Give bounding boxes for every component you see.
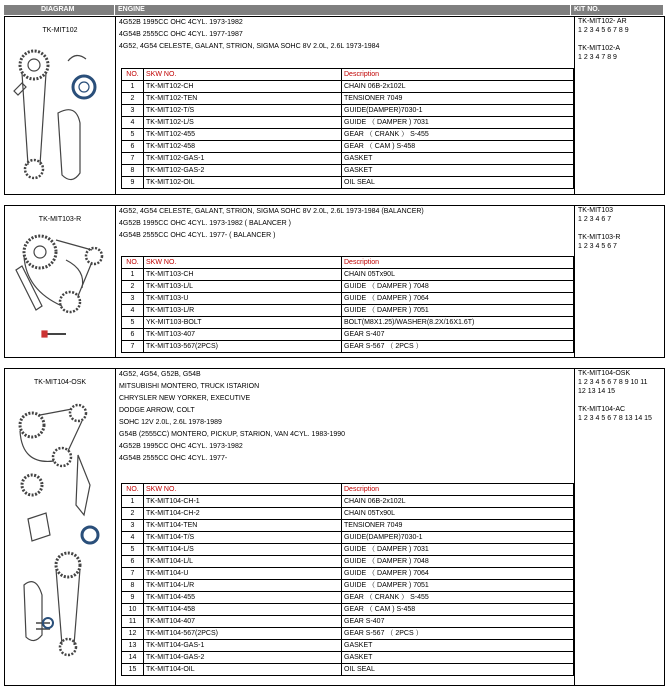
kit-block-3 xyxy=(4,368,665,686)
row-skw-no: TK-MIT104-OIL xyxy=(144,664,342,676)
col-description: Description xyxy=(342,257,574,269)
row-description: GUIDE （ DAMPER ) 7048 xyxy=(342,281,574,293)
table-row xyxy=(122,329,574,341)
engine-line: 4G54B 2555CC OHC 4CYL. 1977-1987 xyxy=(119,31,243,38)
table-row xyxy=(122,305,574,317)
col-skw-no: SKW NO. xyxy=(144,69,342,81)
row-description: GUIDE(DAMPER)7030-1 xyxy=(342,105,574,117)
row-description: GEAR S-567 （ 2PCS ） xyxy=(342,341,574,353)
header-diagram xyxy=(4,5,114,15)
row-skw-no: TK-MIT104-L/S xyxy=(144,544,342,556)
row-description: CHAIN 05Tx90L xyxy=(342,508,574,520)
diagram-cell-2 xyxy=(5,206,116,357)
table-row xyxy=(122,640,574,652)
row-description: GEAR （ CRANK ） S-455 xyxy=(342,129,574,141)
row-no: 1 xyxy=(122,81,144,93)
row-no: 5 xyxy=(122,317,144,329)
row-description: GUIDE （ DAMPER ) 7064 xyxy=(342,293,574,305)
row-skw-no: TK-MIT104-GAS-1 xyxy=(144,640,342,652)
table-row xyxy=(122,141,574,153)
table-row xyxy=(122,177,574,189)
row-skw-no: TK-MIT104-U xyxy=(144,568,342,580)
row-description: GEAR （ CRANK ） S-455 xyxy=(342,592,574,604)
table-row xyxy=(122,81,574,93)
row-no: 11 xyxy=(122,616,144,628)
row-no: 3 xyxy=(122,105,144,117)
engine-line: G54B (2555CC) MONTERO, PICKUP, STARION, VAN 4CYL. 1983-1990 xyxy=(119,431,346,438)
table-row xyxy=(122,117,574,129)
engine-line: 4G54B 2555CC OHC 4CYL. 1977- xyxy=(119,455,228,462)
row-no: 6 xyxy=(122,556,144,568)
table-row xyxy=(122,93,574,105)
table-row xyxy=(122,616,574,628)
row-no: 4 xyxy=(122,532,144,544)
table-row xyxy=(122,508,574,520)
table-row xyxy=(122,105,574,117)
row-skw-no: TK-MIT103-L/R xyxy=(144,305,342,317)
col-description: Description xyxy=(342,69,574,81)
kit-line xyxy=(576,396,664,405)
row-skw-no: TK-MIT102-CH xyxy=(144,81,342,93)
engine-line: CHRYSLER NEW YORKER, EXECUTIVE xyxy=(119,395,251,402)
table-row xyxy=(122,520,574,532)
row-description: OIL SEAL xyxy=(342,177,574,189)
table-row xyxy=(122,544,574,556)
col-no: NO. xyxy=(122,69,144,81)
row-no: 14 xyxy=(122,652,144,664)
parts-header-row xyxy=(122,257,574,269)
row-skw-no: TK-MIT102-OIL xyxy=(144,177,342,189)
row-skw-no: TK-MIT104-L/L xyxy=(144,556,342,568)
table-row xyxy=(122,568,574,580)
col-skw-no: SKW NO. xyxy=(144,484,342,496)
kit-line: 1 2 3 4 5 6 7 8 9 xyxy=(578,27,629,34)
parts-table-1 xyxy=(121,68,574,189)
kit-no-cell-2 xyxy=(576,206,664,357)
diagram-image-3 xyxy=(6,395,114,675)
engine-line: 4G52B 1995CC OHC 4CYL. 1973-1982 ( BALANCER ) xyxy=(119,220,291,227)
row-skw-no: TK-MIT104-L/R xyxy=(144,580,342,592)
row-no: 1 xyxy=(122,269,144,281)
table-row xyxy=(122,664,574,676)
header-kit-no xyxy=(571,5,663,15)
engine-info-1 xyxy=(116,17,575,194)
row-skw-no: TK-MIT102-455 xyxy=(144,129,342,141)
row-no: 2 xyxy=(122,93,144,105)
kit-line: 1 2 3 4 6 7 xyxy=(578,216,612,223)
kit-line: TK-MIT104-OSK xyxy=(578,370,631,377)
kit-line: TK-MIT104-AC xyxy=(578,406,626,413)
row-skw-no: TK-MIT102-GAS-2 xyxy=(144,165,342,177)
col-no: NO. xyxy=(122,257,144,269)
row-skw-no: TK-MIT104-CH-2 xyxy=(144,508,342,520)
engine-line: 4G52B 1995CC OHC 4CYL. 1973-1982 xyxy=(119,19,243,26)
row-skw-no: TK-MIT103-U xyxy=(144,293,342,305)
row-skw-no: TK-MIT104-CH-1 xyxy=(144,496,342,508)
kit-line: TK-MIT102- AR xyxy=(578,18,627,25)
kit-id-1: TK-MIT102 xyxy=(42,27,78,34)
kit-line: 12 13 14 15 xyxy=(578,388,615,395)
row-skw-no: TK-MIT104-T/S xyxy=(144,532,342,544)
kit-line: 1 2 3 4 5 6 7 8 9 10 11 xyxy=(578,379,648,386)
row-no: 4 xyxy=(122,117,144,129)
table-row xyxy=(122,269,574,281)
table-row xyxy=(122,580,574,592)
row-no: 7 xyxy=(122,153,144,165)
row-no: 10 xyxy=(122,604,144,616)
engine-line: SOHC 12V 2.0L, 2.6L 1978-1989 xyxy=(119,419,222,426)
kit-line: TK-MIT103-R xyxy=(578,234,621,241)
header-kit-no-label: KIT NO. xyxy=(574,6,600,13)
row-no: 7 xyxy=(122,341,144,353)
table-row xyxy=(122,129,574,141)
row-no: 8 xyxy=(122,165,144,177)
engine-line: MITSUBISHI MONTERO, TRUCK ISTARION xyxy=(119,383,260,390)
kit-no-cell-1 xyxy=(576,17,664,194)
kit-no-cell-3 xyxy=(576,369,664,685)
row-skw-no: TK-MIT103-407 xyxy=(144,329,342,341)
engine-info-3 xyxy=(116,369,575,685)
parts-header-row xyxy=(122,69,574,81)
row-description: GUIDE （ DAMPER ) 7051 xyxy=(342,580,574,592)
kit-block-1 xyxy=(4,16,665,195)
row-skw-no: TK-MIT103-567(2PCS) xyxy=(144,341,342,353)
table-row xyxy=(122,652,574,664)
diagram-image-1 xyxy=(6,43,114,193)
parts-header-row xyxy=(122,484,574,496)
engine-line: 4G52, 4G54 CELESTE, GALANT, STRION, SIGMA SOHC 8V 2.0L, 2.6L 1973-1984 (BALANCER) xyxy=(119,208,424,215)
row-skw-no: TK-MIT103-CH xyxy=(144,269,342,281)
row-description: CHAIN 05Tx90L xyxy=(342,269,574,281)
kit-line: 1 2 3 4 5 6 7 8 13 14 15 xyxy=(578,415,652,422)
table-row xyxy=(122,317,574,329)
row-description: GASKET xyxy=(342,652,574,664)
row-no: 9 xyxy=(122,592,144,604)
row-description: GASKET xyxy=(342,640,574,652)
header-engine-label: ENGINE xyxy=(118,6,145,13)
row-description: BOLT(M8X1.25)/WASHER(8.2X/16X1.6T) xyxy=(342,317,574,329)
parts-table-2 xyxy=(121,256,574,353)
engine-line: 4G52B 1995CC OHC 4CYL. 1973-1982 xyxy=(119,443,243,450)
col-no: NO. xyxy=(122,484,144,496)
row-no: 8 xyxy=(122,580,144,592)
col-description: Description xyxy=(342,484,574,496)
row-no: 13 xyxy=(122,640,144,652)
engine-info-2 xyxy=(116,206,575,357)
kit-id-3: TK-MIT104-OSK xyxy=(33,379,87,386)
row-description: GASKET xyxy=(342,153,574,165)
row-skw-no: TK-MIT103-L/L xyxy=(144,281,342,293)
table-row xyxy=(122,628,574,640)
engine-line: 4G52, 4G54, G52B, G54B xyxy=(119,371,201,378)
table-row xyxy=(122,281,574,293)
row-skw-no: TK-MIT104-407 xyxy=(144,616,342,628)
row-no: 5 xyxy=(122,129,144,141)
header-engine xyxy=(115,5,570,15)
row-no: 2 xyxy=(122,281,144,293)
kit-line: TK-MIT103 xyxy=(578,207,614,214)
row-no: 1 xyxy=(122,496,144,508)
table-row xyxy=(122,496,574,508)
row-description: GUIDE （ DAMPER ) 7031 xyxy=(342,117,574,129)
row-no: 2 xyxy=(122,508,144,520)
table-row xyxy=(122,532,574,544)
row-no: 4 xyxy=(122,305,144,317)
row-description: TENSIONER 7049 xyxy=(342,520,574,532)
row-no: 12 xyxy=(122,628,144,640)
row-no: 5 xyxy=(122,544,144,556)
row-description: GEAR （ CAM ) S-458 xyxy=(342,141,574,153)
table-row xyxy=(122,153,574,165)
row-skw-no: TK-MIT102-T/S xyxy=(144,105,342,117)
kit-line: TK-MIT102-A xyxy=(578,45,621,52)
row-description: GASKET xyxy=(342,165,574,177)
row-skw-no: TK-MIT104-567(2PCS) xyxy=(144,628,342,640)
engine-line: 4G52, 4G54 CELESTE, GALANT, STRION, SIGMA SOHC 8V 2.0L, 2.6L 1973-1984 xyxy=(119,43,380,50)
table-row xyxy=(122,604,574,616)
row-description: GEAR S-407 xyxy=(342,616,574,628)
engine-line: DODGE ARROW, COLT xyxy=(119,407,195,414)
col-skw-no: SKW NO. xyxy=(144,257,342,269)
kit-id-2: TK-MIT103-R xyxy=(38,216,82,223)
kit-line xyxy=(576,35,664,44)
row-skw-no: TK-MIT102-L/S xyxy=(144,117,342,129)
row-description: GEAR （ CAM ) S-458 xyxy=(342,604,574,616)
table-row xyxy=(122,293,574,305)
engine-line: 4G54B 2555CC OHC 4CYL. 1977- ( BALANCER ) xyxy=(119,232,276,239)
diagram-cell-1 xyxy=(5,17,116,194)
row-no: 3 xyxy=(122,520,144,532)
kit-line: 1 2 3 4 5 6 7 xyxy=(578,243,617,250)
table-row xyxy=(122,165,574,177)
row-description: GEAR S-567 （ 2PCS ） xyxy=(342,628,574,640)
row-description: GUIDE （ DAMPER ) 7031 xyxy=(342,544,574,556)
kit-line xyxy=(576,224,664,233)
row-description: CHAIN 06B-2x102L xyxy=(342,496,574,508)
parts-table-3 xyxy=(121,483,574,676)
row-skw-no: TK-MIT102-TEN xyxy=(144,93,342,105)
row-skw-no: TK-MIT104-GAS-2 xyxy=(144,652,342,664)
row-description: GEAR S-407 xyxy=(342,329,574,341)
kit-block-2 xyxy=(4,205,665,358)
diagram-cell-3 xyxy=(5,369,116,685)
row-skw-no: TK-MIT104-TEN xyxy=(144,520,342,532)
row-description: GUIDE （ DAMPER ) 7051 xyxy=(342,305,574,317)
row-description: TENSIONER 7049 xyxy=(342,93,574,105)
table-row xyxy=(122,556,574,568)
row-skw-no: TK-MIT104-458 xyxy=(144,604,342,616)
row-skw-no: TK-MIT102-GAS-1 xyxy=(144,153,342,165)
row-description: GUIDE （ DAMPER ) 7064 xyxy=(342,568,574,580)
row-skw-no: TK-MIT104-455 xyxy=(144,592,342,604)
row-no: 6 xyxy=(122,141,144,153)
row-no: 15 xyxy=(122,664,144,676)
row-description: CHAIN 06B-2x102L xyxy=(342,81,574,93)
table-row xyxy=(122,341,574,353)
row-description: GUIDE(DAMPER)7030-1 xyxy=(342,532,574,544)
row-no: 9 xyxy=(122,177,144,189)
row-no: 3 xyxy=(122,293,144,305)
row-description: OIL SEAL xyxy=(342,664,574,676)
kit-line: 1 2 3 4 7 8 9 xyxy=(578,54,617,61)
row-no: 7 xyxy=(122,568,144,580)
row-no: 6 xyxy=(122,329,144,341)
row-description: GUIDE （ DAMPER ) 7048 xyxy=(342,556,574,568)
header-diagram-label: DIAGRAM xyxy=(41,6,75,13)
diagram-image-2 xyxy=(6,230,114,350)
row-skw-no: TK-MIT102-458 xyxy=(144,141,342,153)
row-skw-no: YK-MIT103-BOLT xyxy=(144,317,342,329)
table-row xyxy=(122,592,574,604)
